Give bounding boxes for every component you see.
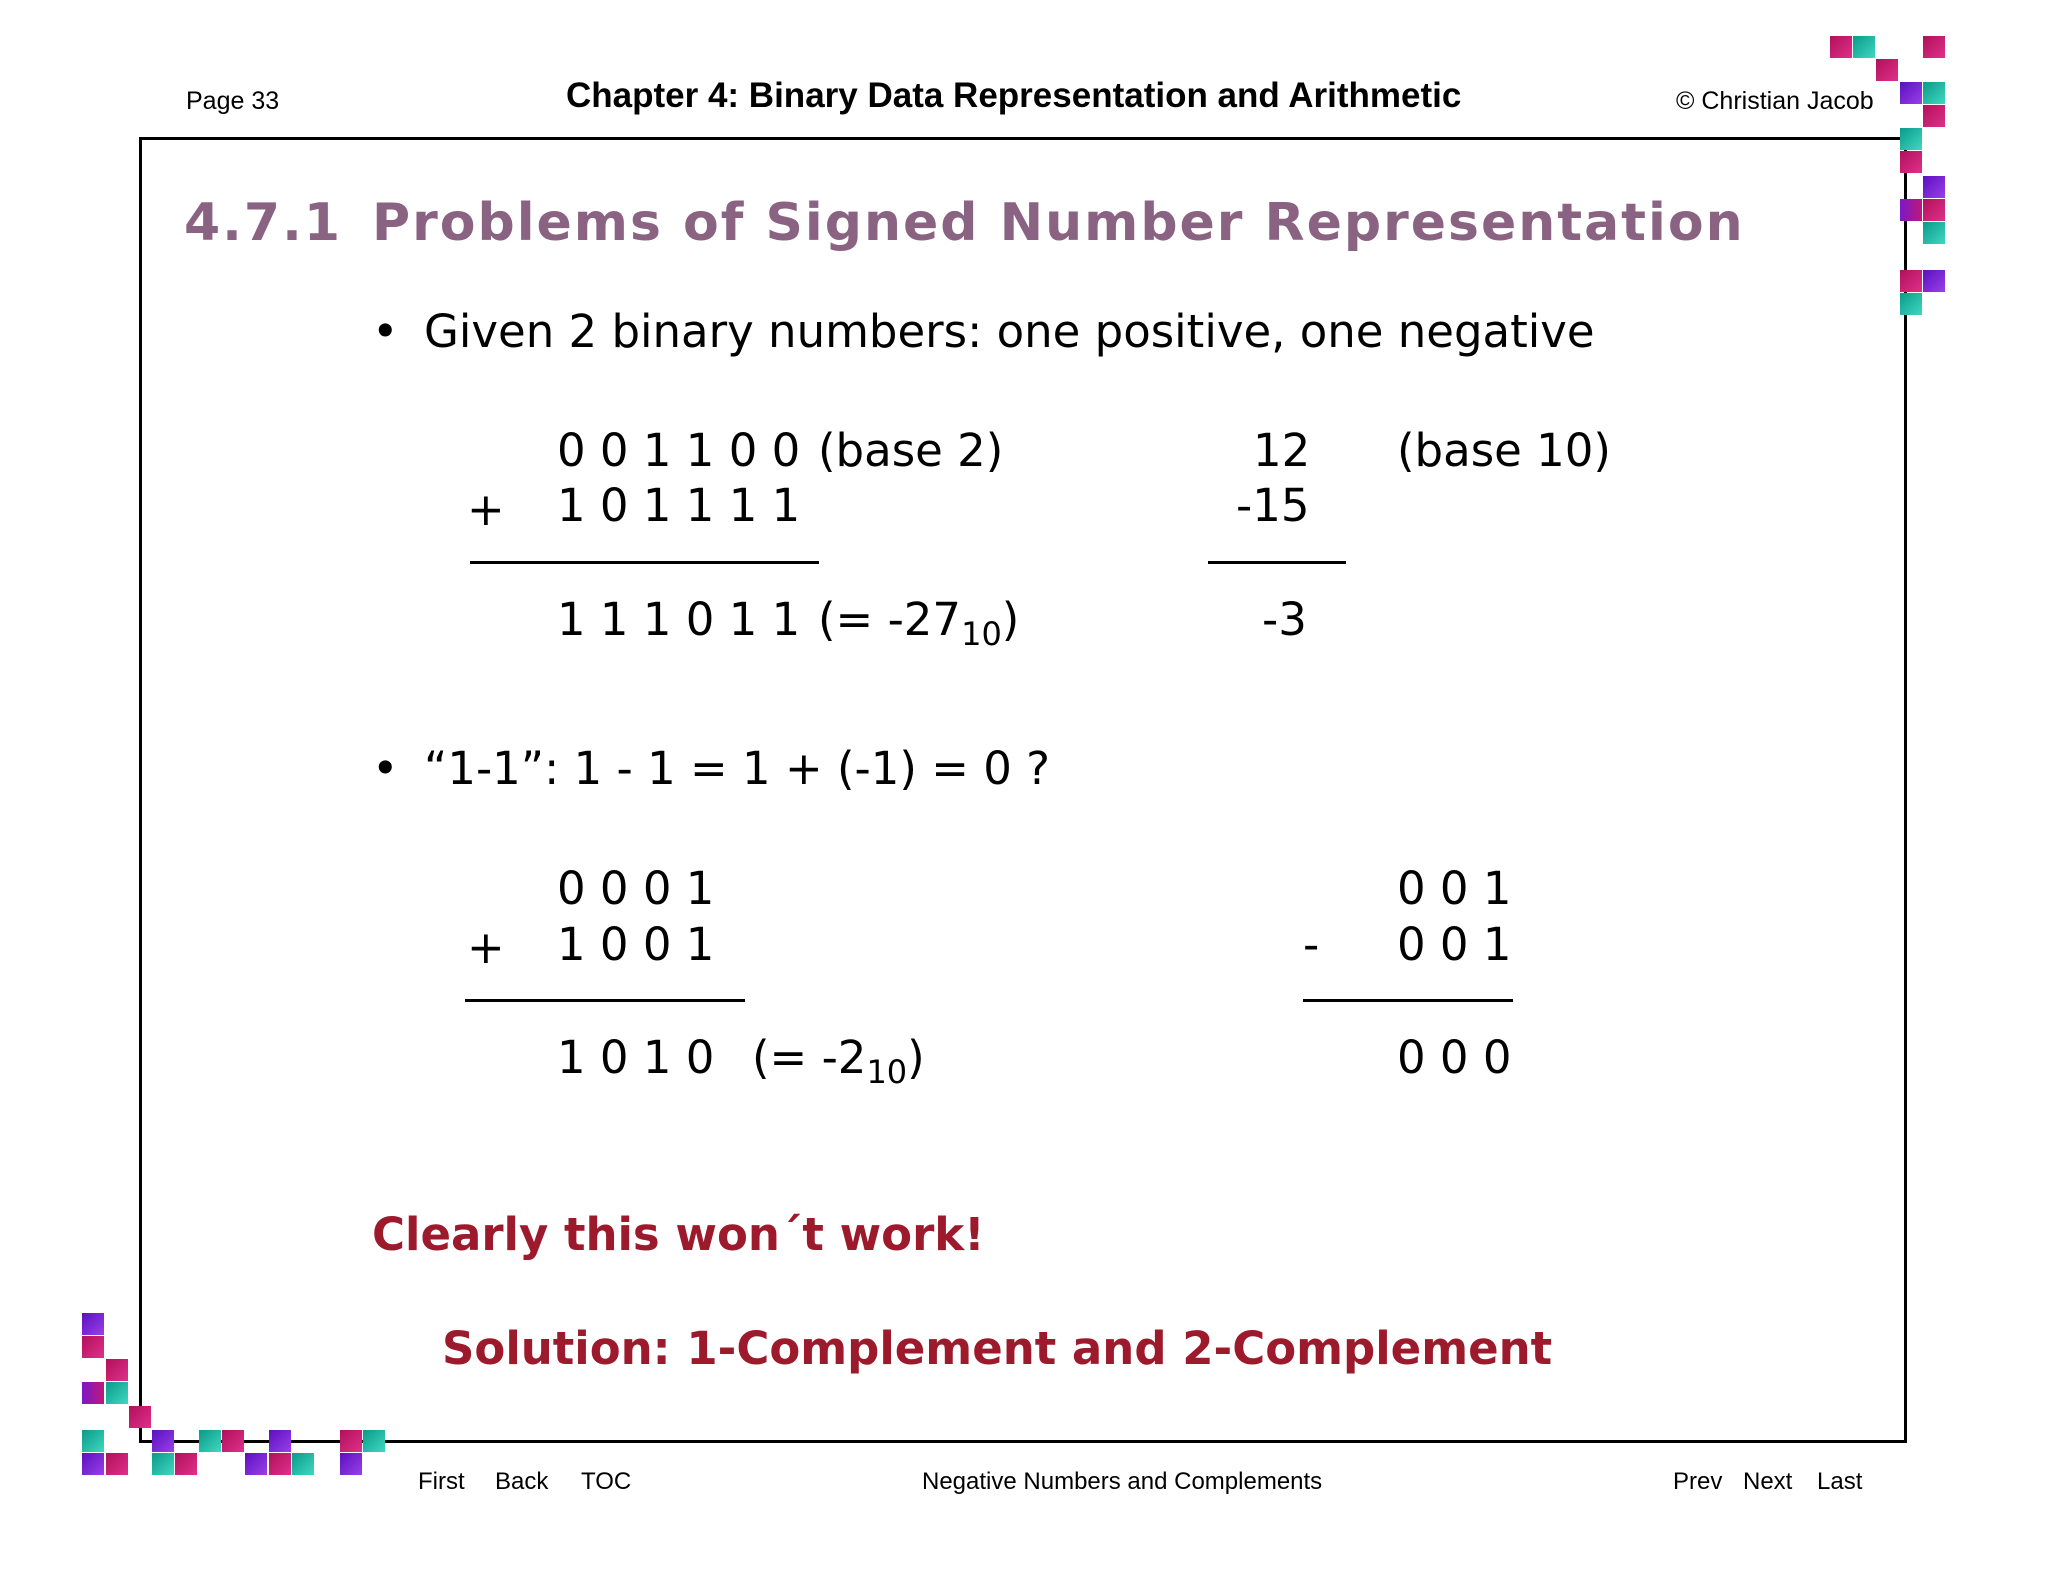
- footer-topic: Negative Numbers and Complements: [922, 1468, 1323, 1495]
- binary-result: 0 0 0: [1397, 1031, 1512, 1084]
- binary-row-2: 1 0 1 1 1 1: [557, 479, 801, 532]
- base-2-label: (base 2): [818, 424, 1004, 477]
- nav-back-link[interactable]: Back: [495, 1468, 549, 1495]
- binary-row-1: 0 0 1: [1397, 862, 1512, 915]
- sum-line: [1208, 561, 1346, 564]
- nav-toc-link[interactable]: TOC: [581, 1468, 632, 1495]
- bullet-point: •: [372, 305, 399, 358]
- decimal-row-2: -15: [1236, 479, 1310, 532]
- bullet-given-numbers: [372, 305, 1595, 358]
- plus-sign: +: [467, 483, 505, 536]
- sum-line: [465, 999, 745, 1002]
- bullet-one-minus-one: [372, 742, 1050, 795]
- binary-row-1: 0 0 0 1: [557, 862, 715, 915]
- conclusion-text: Clearly this won´t work!: [372, 1208, 985, 1261]
- difference-line: [1303, 999, 1513, 1002]
- copyright: © Christian Jacob: [1676, 87, 1874, 115]
- binary-row-1: 0 0 1 1 0 0: [557, 424, 801, 477]
- section-title: Problems of Signed Number Representation: [372, 193, 1745, 253]
- section-number: 4.7.1: [184, 193, 343, 253]
- binary-row-2: 1 0 0 1: [557, 918, 715, 971]
- binary-result-note: (= $-27_{10}$): [818, 593, 1020, 653]
- nav-first-link[interactable]: First: [418, 1468, 465, 1495]
- plus-sign: +: [467, 921, 505, 974]
- minus-sign: -: [1303, 918, 1320, 971]
- decimal-result: -3: [1262, 593, 1307, 646]
- chapter-title: Chapter 4: Binary Data Representation and Arithmetic: [566, 76, 1462, 115]
- bullet-text: Given 2 binary numbers: one positive, one negative: [424, 305, 1595, 358]
- nav-last-link[interactable]: Last: [1817, 1468, 1863, 1495]
- bullet-point: •: [372, 742, 399, 795]
- page-number: Page 33: [186, 87, 280, 115]
- binary-result-note: (= $-2_{10}$): [752, 1031, 925, 1091]
- binary-row-2: 0 0 1: [1397, 918, 1512, 971]
- solution-text: Solution: 1-Complement and 2-Complement: [442, 1322, 1553, 1375]
- nav-next-link[interactable]: Next: [1743, 1468, 1793, 1495]
- base-10-label: (base 10): [1397, 424, 1611, 477]
- bullet-text: “1-1”: 1 - 1 = 1 + (-1) = 0 ?: [424, 742, 1051, 795]
- sum-line: [470, 561, 819, 564]
- nav-prev-link[interactable]: Prev: [1673, 1468, 1723, 1495]
- binary-result: 1 0 1 0: [557, 1031, 715, 1084]
- decimal-row-1: 12: [1253, 424, 1311, 477]
- binary-result: 1 1 1 0 1 1: [557, 593, 801, 646]
